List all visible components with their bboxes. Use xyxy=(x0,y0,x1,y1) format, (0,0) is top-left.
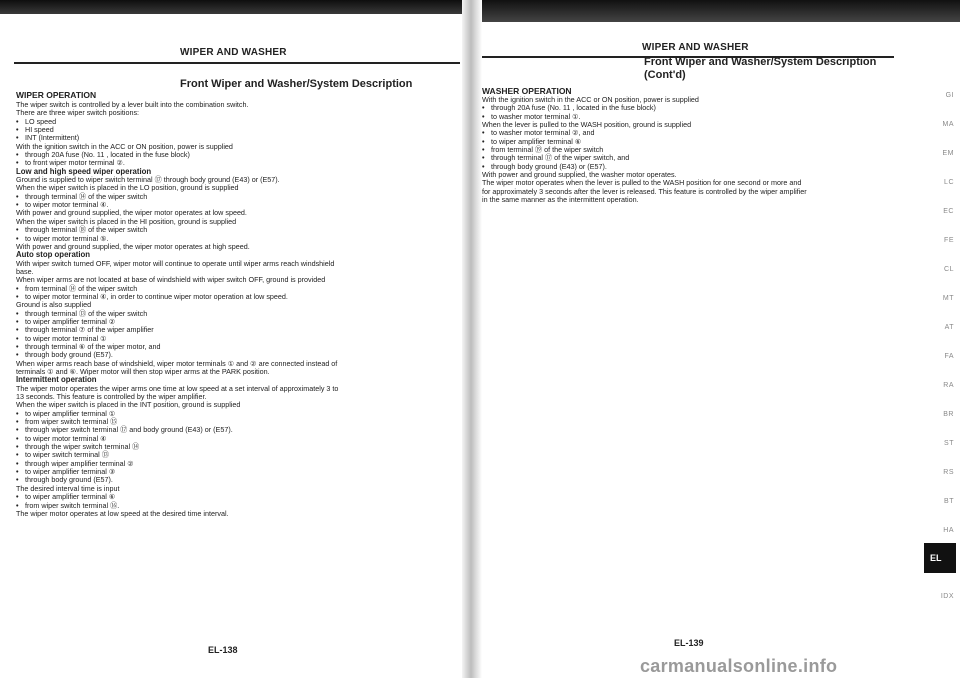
bullet-item: • to wiper amplifier terminal ③ xyxy=(16,468,338,476)
paragraph-line: With the ignition switch in the ACC or ON position, power is supplied xyxy=(482,95,699,104)
bullet-item: • to wiper motor terminal ④, in order to continue wiper motor operation at low speed. xyxy=(16,293,338,301)
page-el-139 xyxy=(482,0,960,678)
description-title: Front Wiper and Washer/System Description xyxy=(180,78,413,90)
watermark: carmanualsonline.info xyxy=(640,656,838,676)
side-tab-lc[interactable]: LC xyxy=(944,179,954,186)
bullet-item: • through terminal ⑭ of the wiper switch xyxy=(16,193,338,201)
side-tab-at[interactable]: AT xyxy=(944,324,954,331)
bullet-item: • to wiper switch terminal ⑬ xyxy=(16,451,338,459)
side-tab-fa[interactable]: FA xyxy=(944,353,954,360)
side-tab-ec[interactable]: EC xyxy=(943,208,954,215)
bullet-item: • from wiper switch terminal ⑯. xyxy=(16,502,338,510)
paragraph-line: When wiper arms are not located at base of windshield with wiper switch OFF, ground is provided xyxy=(16,275,326,285)
paragraph-line: With wiper switch turned OFF, wiper motor will continue to operate until wiper arms reach windshield xyxy=(16,258,335,268)
section-header: WIPER AND WASHER xyxy=(642,42,749,53)
subheading: Intermittent operation xyxy=(16,375,97,385)
side-tab-br[interactable]: BR xyxy=(943,411,954,418)
header-rule xyxy=(14,62,460,64)
subheading: Low and high speed wiper operation xyxy=(16,166,152,176)
paragraph-line: When the wiper switch is placed in the LO position, ground is supplied xyxy=(16,183,239,193)
bullet-item: • through terminal ⑬ of the wiper switch xyxy=(16,310,338,318)
side-tab-cl[interactable]: CL xyxy=(944,266,954,273)
wiper-operation-heading: WIPER OPERATION xyxy=(16,90,97,100)
bullet-item: • LO speed xyxy=(16,118,338,126)
bullet-item: • through 20A fuse (No. 11 , located in the fuse block) xyxy=(16,151,338,159)
bullet-item: • through body ground (E43) or (E57). xyxy=(482,163,807,171)
side-tab-st[interactable]: ST xyxy=(944,440,954,447)
paragraph-line: When the wiper switch is placed in the HI position, ground is supplied xyxy=(16,216,237,226)
washer-operation-heading: WASHER OPERATION xyxy=(482,86,572,96)
idx-tab[interactable]: IDX xyxy=(940,593,954,600)
side-tab-mt[interactable]: MT xyxy=(942,295,954,302)
bullet-item: • from wiper switch terminal ⑮ xyxy=(16,418,338,426)
side-tab-bt[interactable]: BT xyxy=(944,498,954,505)
right-body-text xyxy=(482,96,807,204)
paragraph-line: With power and ground supplied, the wiper motor operates at high speed. xyxy=(16,241,250,251)
paragraph-line: Ground is supplied to wiper switch terminal ⑰ through body ground (E43) or (E57). xyxy=(16,175,280,185)
side-tab-ra[interactable]: RA xyxy=(943,382,954,389)
bullet-item: • to wiper amplifier terminal ① xyxy=(16,410,338,418)
bullet-item: • through body ground (E57). xyxy=(16,476,338,484)
paragraph-line: The wiper motor operates the wiper arms one time at low speed at a set interval of approximately 3 to xyxy=(16,383,339,393)
description-subtitle: (Cont'd) xyxy=(644,69,686,81)
side-tab-em[interactable]: EM xyxy=(942,150,954,157)
paragraph-line: When wiper arms reach base of windshield, wiper motor terminals ① and ② are connected instead of xyxy=(16,358,338,368)
side-tab-rs[interactable]: RS xyxy=(943,469,954,476)
side-tab-ha[interactable]: HA xyxy=(943,527,954,534)
bullet-item: • through terminal ⑥ of the wiper motor, and xyxy=(16,343,338,351)
paragraph-line: With power and ground supplied, the wiper motor operates at low speed. xyxy=(16,208,247,218)
paragraph-line: When the wiper switch is placed in the INT position, ground is supplied xyxy=(16,400,241,410)
bullet-item: • to wiper amplifier terminal ② xyxy=(16,318,338,326)
paragraph-line: With power and ground supplied, the washer motor operates. xyxy=(482,170,677,180)
paragraph-line: When the lever is pulled to the WASH position, ground is supplied xyxy=(482,120,692,130)
bullet-item: • to wiper motor terminal ① xyxy=(16,335,338,343)
bullet-item: • through terminal ⑱ of the wiper switch xyxy=(16,226,338,234)
paragraph-line: 13 seconds. This feature is controlled by the wiper amplifier. xyxy=(16,392,207,402)
bullet-item: • from terminal ⑲ of the wiper switch xyxy=(482,146,807,154)
paragraph-line: There are three wiper switch positions: xyxy=(16,108,140,118)
bullet-item: • through wiper switch terminal ⑰ and body ground (E43) or (E57). xyxy=(16,426,338,434)
side-tab-fe[interactable]: FE xyxy=(944,237,954,244)
page-number: EL-138 xyxy=(208,645,238,655)
bullet-item: • to wiper amplifier terminal ⑥ xyxy=(482,138,807,146)
bullet-item: • to wiper motor terminal ④ xyxy=(16,435,338,443)
paragraph-line: With the ignition switch in the ACC or ON position, power is supplied xyxy=(16,141,233,151)
bullet-item: • INT (Intermittent) xyxy=(16,134,338,142)
bullet-item: • through the wiper switch terminal ⑭ xyxy=(16,443,338,451)
paragraph-line: The wiper switch is controlled by a lever built into the combination switch. xyxy=(16,100,249,109)
bullet-item: • to wiper amplifier terminal ⑥ xyxy=(16,493,338,501)
page-el-138 xyxy=(0,0,470,678)
page-number: EL-139 xyxy=(674,638,704,648)
bullet-item: • through terminal ⑦ of the wiper amplifier xyxy=(16,326,338,334)
paragraph-line: terminals ① and ⑥. Wiper motor will then stop wiper arms at the PARK position. xyxy=(16,367,270,376)
bullet-item: • through terminal ⑰ of the wiper switch, and xyxy=(482,154,807,162)
bullet-item: • to washer motor terminal ①. xyxy=(482,113,807,121)
paragraph-line: The wiper motor operates when the lever is pulled to the WASH position for one second or more and xyxy=(482,178,802,188)
left-body-text xyxy=(16,101,338,518)
bullet-item: • from terminal ⑭ of the wiper switch xyxy=(16,285,338,293)
section-header: WIPER AND WASHER xyxy=(180,47,287,58)
bullet-item: • to wiper motor terminal ④. xyxy=(16,201,338,209)
side-tab-gi[interactable]: GI xyxy=(945,92,954,99)
paragraph-line: Ground is also supplied xyxy=(16,300,92,310)
bullet-item: • to front wiper motor terminal ②. xyxy=(16,159,338,167)
bullet-item: • to washer motor terminal ②, and xyxy=(482,129,807,137)
subheading: Auto stop operation xyxy=(16,250,91,260)
bullet-item: • to wiper motor terminal ⑤. xyxy=(16,235,338,243)
el-section-tab[interactable]: EL xyxy=(924,543,956,573)
bullet-item: • HI speed xyxy=(16,126,338,134)
bullet-item: • through body ground (E57). xyxy=(16,351,338,359)
description-title: Front Wiper and Washer/System Description xyxy=(644,56,877,68)
paragraph-line: in the same manner as the intermittent operation. xyxy=(482,195,639,205)
bullet-item: • through 20A fuse (No. 11 , located in the fuse block) xyxy=(482,104,807,112)
side-tab-ma[interactable]: MA xyxy=(942,121,954,128)
bullet-item: • through wiper amplifier terminal ② xyxy=(16,460,338,468)
paragraph-line: The wiper motor operates at low speed at the desired time interval. xyxy=(16,508,229,518)
paragraph-line: for approximately 3 seconds after the lever is released. This feature is controlled by the wiper amplifier xyxy=(482,186,807,196)
paragraph-line: The desired interval time is input xyxy=(16,483,120,493)
paragraph-line: base. xyxy=(16,266,34,276)
